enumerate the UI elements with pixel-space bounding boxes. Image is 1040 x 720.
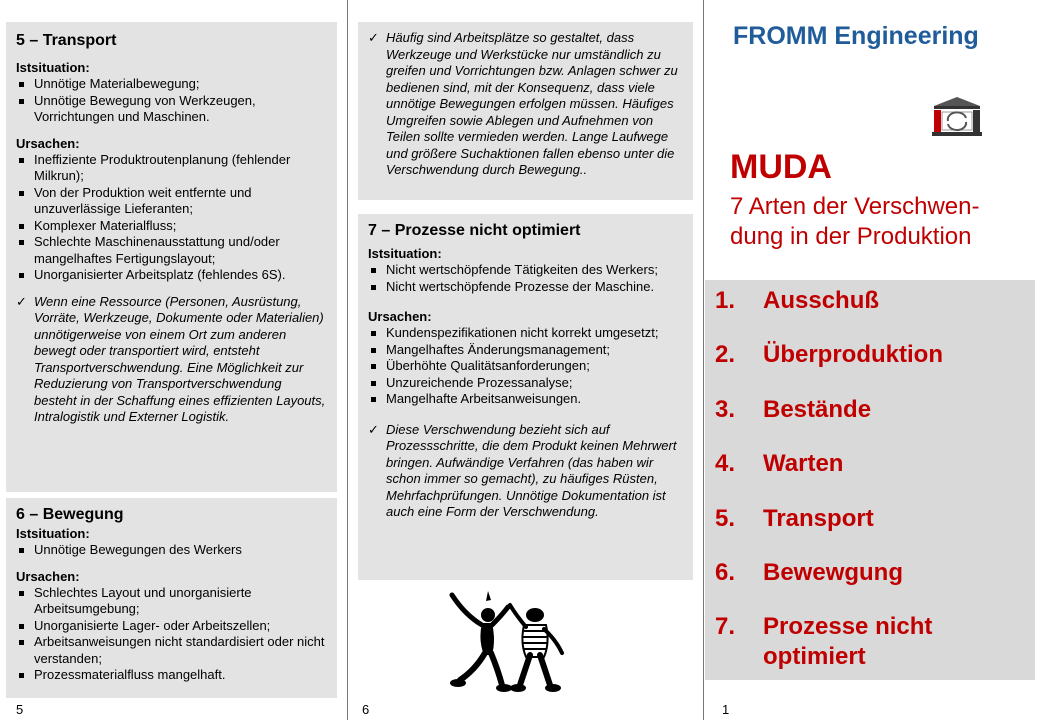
item-label: Prozesse nicht optimiert	[763, 613, 933, 670]
list-item: Unzureichende Prozessanalyse;	[368, 375, 683, 392]
list-item: Ineffiziente Produktroutenplanung (fehlender Milkrun);	[16, 152, 327, 185]
list-item: Unnötige Materialbewegung;	[16, 76, 327, 93]
transport-note-text: Wenn eine Ressource (Personen, Ausrüstung, Vorräte, Werkzeuge, Dokumente oder Materialien) unnötigerweise von einem Ort zum anderen bewegt oder transportiert wird, entsteht Transportverschwendung. Eine Möglichkeit zur Reduzierung von Transportverschwendung besteht in der Schaffung eines effizienten Layouts, Intralogistik und Externer Logistik.	[34, 293, 326, 424]
item-number: 4.	[715, 450, 736, 477]
page-number: 5	[16, 702, 24, 717]
list-item: Nicht wertschöpfende Tätigkeiten des Werkers;	[368, 262, 683, 279]
column-divider	[347, 0, 348, 720]
bewegung-note-text: Häufig sind Arbeitsplätze so gestaltet, dass Werkzeuge und Werkstücke nur umständlich zu greifen und Vorrichtungen bzw. Anlagen schwer zu bedienen sind, mit der Konsequenz, dass viele unnötige Bewegungen erfolgen müssen. Häufiges Umgreifen sowie Ablegen und Aufnehmen von Teilen sollte vermieden werden. Lange Laufwege und größere Suchaktionen fallen ebenso unter die Verschwendung durch Bewegung..	[386, 30, 678, 177]
page-number: 6	[362, 702, 370, 717]
ist-label: Istsituation:	[16, 60, 90, 75]
list-item: Kundenspezifikationen nicht korrekt umgesetzt;	[368, 325, 683, 342]
ursachen-list	[16, 152, 327, 284]
bewegung-note-box	[358, 22, 693, 200]
list-item	[715, 612, 1003, 672]
ursachen-list	[16, 585, 327, 684]
muda-title: MUDA	[730, 148, 832, 186]
ursachen-label: Ursachen:	[368, 309, 432, 324]
item-label: Ausschuß	[763, 287, 880, 314]
check-icon: ✓	[368, 30, 379, 45]
ist-list	[16, 542, 327, 559]
list-item: Unnötige Bewegung von Werkzeugen, Vorrichtungen und Maschinen.	[16, 93, 327, 126]
item-label: Transport	[763, 505, 874, 532]
column-divider	[703, 0, 704, 720]
list-item: Schlechtes Layout und unorganisierte Arbeitsumgebung;	[16, 585, 327, 618]
transport-box	[6, 22, 337, 492]
prozesse-box	[358, 214, 693, 580]
item-number: 5.	[715, 505, 736, 532]
list-item: Prozessmaterialfluss mangelhaft.	[16, 667, 327, 684]
brand-title: FROMM Engineering	[733, 22, 979, 50]
bewegung-box	[6, 498, 337, 698]
prozesse-note-text: Diese Verschwendung bezieht sich auf Prozessschritte, die dem Produkt keinen Mehrwert bringen. Aufwändige Verfahren (das haben wir schon immer so gemacht), zu häufiges Rüsten, Mehrfachprüfungen. Unnötige Dokumentation ist auch eine Form der Verschwendung.	[386, 421, 677, 519]
ursachen-label: Ursachen:	[16, 568, 80, 584]
ist-label: Istsituation:	[16, 526, 90, 541]
ist-label: Istsituation:	[368, 246, 442, 261]
item-label: Bewewgung	[763, 559, 904, 586]
item-number: 2.	[715, 341, 736, 368]
list-item	[715, 449, 1003, 479]
bewegung-note	[368, 30, 683, 179]
list-item: Nicht wertschöpfende Prozesse der Maschine.	[368, 279, 683, 296]
building-logo-icon	[930, 96, 984, 138]
ist-list	[368, 262, 683, 295]
list-item	[715, 504, 1003, 534]
item-number: 6.	[715, 559, 736, 586]
item-number: 3.	[715, 396, 736, 423]
list-item: Mangelhaftes Änderungsmanagement;	[368, 342, 683, 359]
list-item: Schlechte Maschinenausstattung und/oder mangelhaftes Fertigungslayout;	[16, 234, 327, 267]
list-item	[715, 340, 1003, 370]
waste-list	[705, 280, 1035, 680]
list-item	[715, 286, 1003, 316]
check-icon: ✓	[368, 421, 379, 437]
list-item: Komplexer Materialfluss;	[16, 218, 327, 235]
item-label: Überproduktion	[763, 341, 943, 368]
list-item: Unnötige Bewegungen des Werkers	[16, 542, 327, 559]
dancing-figures-illustration	[440, 585, 570, 693]
item-number: 7.	[715, 613, 736, 640]
ursachen-label: Ursachen:	[16, 135, 80, 151]
list-item: Unorganisierte Lager- oder Arbeitszellen;	[16, 618, 327, 635]
transport-title: 5 – Transport	[16, 32, 117, 49]
muda-subtitle: 7 Arten der Verschwen-dung in der Produktion	[730, 193, 980, 250]
item-label: Bestände	[763, 396, 872, 423]
transport-note	[16, 294, 327, 426]
prozesse-note	[368, 422, 683, 521]
list-item: Mangelhafte Arbeitsanweisungen.	[368, 391, 683, 408]
list-item: Arbeitsanweisungen nicht standardisiert oder nicht verstanden;	[16, 634, 327, 667]
prozesse-title: 7 – Prozesse nicht optimiert	[368, 222, 581, 239]
list-item: Von der Produktion weit entfernte und unzuverlässige Lieferanten;	[16, 185, 327, 218]
item-number: 1.	[715, 287, 736, 314]
item-label: Warten	[763, 450, 844, 477]
list-item: Unorganisierter Arbeitsplatz (fehlendes 6S).	[16, 267, 327, 284]
check-icon: ✓	[16, 293, 27, 309]
list-item	[715, 395, 1003, 425]
page-number: 1	[722, 702, 730, 717]
list-item	[715, 558, 1003, 588]
bewegung-title: 6 – Bewegung	[16, 506, 124, 523]
list-item: Überhöhte Qualitätsanforderungen;	[368, 358, 683, 375]
ursachen-list	[368, 325, 683, 408]
ist-list	[16, 76, 327, 126]
